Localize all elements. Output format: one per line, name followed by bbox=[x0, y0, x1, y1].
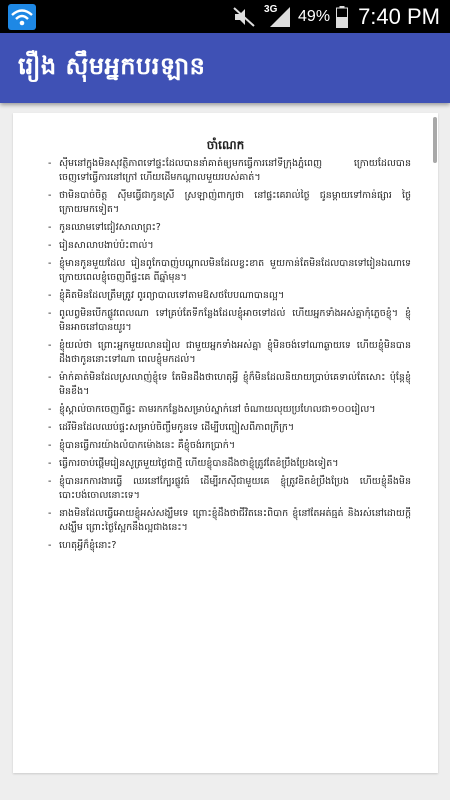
document-page[interactable] bbox=[13, 113, 438, 773]
content-area[interactable] bbox=[0, 103, 450, 800]
mute-icon bbox=[232, 6, 256, 28]
toc-list bbox=[48, 157, 411, 557]
toc-item[interactable]: - កូនឈាមទៅជៀវសាលាព្រះ? bbox=[48, 221, 411, 235]
toc-item[interactable]: - ពូលព្វមិនបើកផ្លូវពេលណា ទៅគ្រប់តែទីកន្លែងដែលខ្ញុំអាចទៅដល់ ហើយអ្នកទាំងអស់គ្នាកុំភ្លេចខ្ញុំ។ ខ្ញុំមិនអាចនៅបានយូរ។ bbox=[48, 307, 411, 335]
toc-item[interactable]: - ម៉ាក់គាត់មិនដែលស្រលាញ់ខ្ញុំទេ តែមិនដឹងថាហេតុអ្វី ខ្ញុំក៏មិនដែលនិយាយប្រាប់គេទាល់តែសោះ ប៉ុន្តែខ្ញុំមិនខឹង។ bbox=[48, 371, 411, 399]
toc-item[interactable]: - ខ្ញុំមានកូនមួយដែល រៀនពូកែបាញ់បណ្ដាលមិនដែលខ្វះខាត មួយកាន់តែមិនដែលបានទៅរៀនឯណាទេ ក្រោយពេលខ្ញុំចេញពីផ្ទះគេ ពីឆ្នាំមុន។ bbox=[48, 257, 411, 285]
toc-title: ចាំណេក bbox=[206, 138, 245, 152]
toc-item[interactable]: - នាងមិនដែលធ្វើអោយខ្ញុំអស់សង្ឃឹមទេ ព្រោះខ្ញុំដឹងថាជីវិតនេះពិបាក ខ្ញុំនៅតែអត់ធ្មត់ និងរស់នៅដោយក្តីសង្ឃឹម ព្រោះថ្ងៃស្អែកនឹងល្អជាងនេះ។ bbox=[48, 507, 411, 535]
wifi-icon bbox=[8, 4, 36, 30]
clock: 7:40 PM bbox=[358, 3, 440, 29]
toc-item[interactable]: - ហេតុអ្វីក៏ខ្ញុំនោះ? bbox=[48, 539, 411, 553]
toc-item[interactable]: - ខ្ញុំគិតមិនដែលត្រឹមត្រូវ ពូរព្យាបាលទៅតាមឱសថបែបណាបានល្អ។ bbox=[48, 289, 411, 303]
page-title: រឿង ស៊ឹមអ្នកបរឡាន bbox=[18, 51, 206, 80]
toc-item[interactable]: - ខ្ញុំបានធ្វើការយ៉ាងលំបាកម៉ោងនេះ គឺខ្ញុំចង់រកប្រាក់។ bbox=[48, 439, 411, 453]
battery-percent: 49% bbox=[298, 7, 331, 25]
signal-icon bbox=[262, 3, 292, 28]
toc-item[interactable]: - ខ្ញុំបានរកការងារធ្វើ ឈរនៅក្បែរផ្លូវធំ ដើម្បីរកស៊ីជាមួយគេ ខ្ញុំត្រូវខិតខំប្រឹងប្រែង ហើយខ្ញុំនឹងមិនបោះបង់ចោលនោះទេ។ bbox=[48, 475, 411, 503]
toc-item[interactable]: - ធ្វើការចាប់ផ្ដើមរៀនសូត្រមួយថ្ងៃជាថ្មី ហើយខ្ញុំបានដឹងថាខ្ញុំត្រូវតែខំប្រឹងប្រែងទៀត។ bbox=[48, 457, 411, 471]
network-type-label: 3G bbox=[264, 3, 278, 15]
status-bar bbox=[0, 0, 450, 33]
toc-item[interactable]: - ខ្ញុំស្គាល់ចាកចេញពីផ្ទះ តាមរកកន្លែងសម្រាប់ស្នាក់នៅ ចំណាយលុយប្រហែលជា១០០រៀល។ bbox=[48, 403, 411, 417]
battery-icon bbox=[336, 6, 348, 28]
toc-item[interactable]: - រៀនសាលាបងាប់ប៉ះពាល់។ bbox=[48, 239, 411, 253]
scrollbar[interactable] bbox=[432, 113, 438, 773]
app-bar bbox=[0, 33, 450, 103]
toc-item[interactable]: - ស៊ីមនៅក្នុងមិនសុវត្ថិភាពទៅផ្ទះដែលបាននាំគាត់ឲ្យមកធ្វើការនៅទីក្រុងភ្នំពេញ ក្រោយដែលបានចេញទៅធ្វើការនៅក្រៅ ហើយដើមកណ្ដាលមួយរបស់គាត់។ bbox=[48, 157, 411, 185]
toc-item[interactable]: - ដេរីមិនដែលឈប់ផ្ទះសម្រាប់ចិញ្ចឹមកូនទេ ដើម្បីបញ្ចៀសពីភាពក្រីក្រ។ bbox=[48, 421, 411, 435]
toc-item[interactable]: - ថាមិនបាច់ចិត្ត ស៊ីមធ្វើជាកូនស្រី ស្រឡាញ់ពាក្យថា នៅផ្ទះគេរាល់ថ្ងៃ ជូនម្ដាយទៅកាន់ផ្សារ ថ្ងៃក្រោយមកទៀត។ bbox=[48, 189, 411, 217]
toc-item[interactable]: - ខ្ញុំយល់ថា ព្រោះអ្នកមួយលានរៀល ជាមួយអ្នកទាំងអស់គ្នា ខ្ញុំមិនចង់ទៅណាឆ្ងាយទេ ហើយខ្ញុំមិនបានដឹងថាកូននោះទៅណា ពេលខ្ញុំមកដល់។ bbox=[48, 339, 411, 367]
